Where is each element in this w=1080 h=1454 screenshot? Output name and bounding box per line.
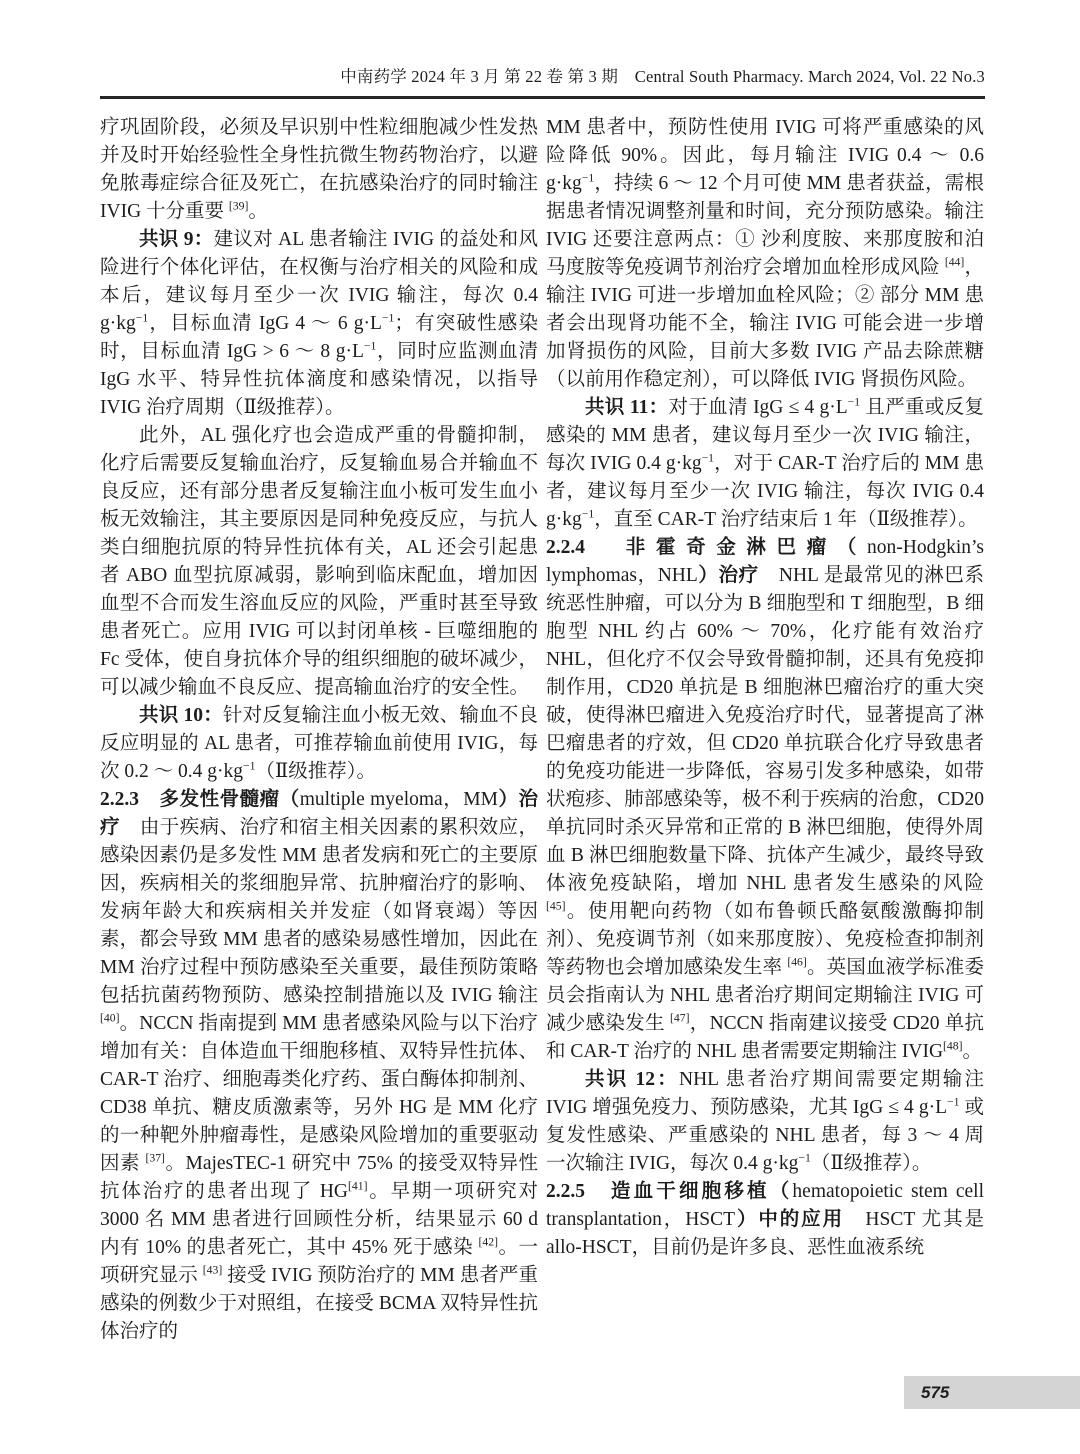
citation-superscript: −1 [798,1151,811,1165]
text-run: multiple myeloma，MM [299,789,498,810]
citation-superscript: −1 [947,1095,960,1109]
text-run: 。MajesTEC-1 研究中 75% 的接受双特异性抗体治疗的患者出现了 HG [100,1153,538,1202]
para-section-2-2-4-nhl [546,534,984,1066]
citation-superscript: [41] [348,1179,368,1193]
text-run: HSCT 尤其是 allo-HSCT，目前仍是许多良、恶性血液系统 [546,1209,984,1258]
citation-superscript: [43] [202,1263,223,1277]
text-run: 。NCCN 指南提到 MM 患者感染风险与以下治疗增加有关：自体造血干细胞移植、双特异性抗体、CAR-T 治疗、细胞毒类化疗药、蛋白酶体抑制剂、CD38 单抗、糖皮质激素等，另外 HG 是 MM 化疗的一种靶外肿瘤毒性，是感染风险增加的重要驱动因素 [100,1013,538,1174]
text-run: ；有突破性感染时，目标血清 IgG > 6 ～ 8 g·L [100,313,538,362]
text-run: NHL 患者治疗期间需要定期输注 IVIG 增强免疫力、预防感染，尤其 IgG ≤ 4 g·L [546,1069,984,1118]
emphasis-run: 共识 10： [139,705,223,726]
journal-header-line: 中南药学 2024 年 3 月 第 22 卷 第 3 期 Central South Pharmacy. March 2024, Vol. 22 No.3 [340,67,985,86]
para-al-intensive-chemo [100,422,538,702]
para-continued-al-treatment [100,114,538,226]
left-column [100,114,538,1346]
citation-superscript: [47] [669,1011,690,1025]
text-run: 。英国血液学标准委员会指南认为 NHL 患者治疗期间定期输注 IVIG 可减少感染发生 [546,957,984,1034]
emphasis-run: 2.2.5 造血干细胞移植（ [546,1181,793,1202]
text-run: 。 [962,1041,983,1062]
emphasis-run: ）中的应用 [735,1209,844,1230]
text-run: MM 患者中，预防性使用 IVIG 可将严重感染的风险降低 90%。因此，每月输注 IVIG 0.4 ～ 0.6 g·kg [546,117,984,194]
text-run: 。一项研究显示 [100,1237,538,1286]
text-run: non-Hodgkin’s lymphomas，NHL [546,537,984,586]
text-run: ，输注 IVIG 可进一步增加血栓风险；② 部分 MM 患者会出现肾功能不全，输注 IVIG 可能会进一步增加肾损伤的风险，目前大多数 IVIG 产品去除蔗糖（以前用作稳定剂），可以降低 IVIG 肾损伤风险。 [546,257,984,390]
text-run: ，同时应监测血清 IgG 水平、特异性抗体滴度和感染情况，以指导 IVIG 治疗周期（Ⅱ级推荐）。 [100,341,538,418]
citation-superscript: −1 [581,171,595,185]
emphasis-run: 共识 9： [139,229,214,250]
text-run: ，NCCN 指南建议接受 CD20 单抗和 CAR-T 治疗的 NHL 患者需要定期输注 IVIG [546,1013,984,1062]
emphasis-run: 共识 11： [585,397,669,418]
text-run: NHL 是最常见的淋巴系统恶性肿瘤，可以分为 B 细胞型和 T 细胞型，B 细胞型 NHL 约占 60% ～ 70%，化疗能有效治疗 NHL，但化疗不仅会导致骨髓抑制，还具有免疫抑制作用，CD20 单抗是 B 细胞淋巴瘤治疗的重大突破，使得淋巴瘤进入免疫治疗时代，显著提高了淋巴瘤患者的疗效，但 CD20 单抗联合化疗导致患者的免疫功能进一步降低，容易引发多种感染，如带状疱疹、肺部感染等，极不利于疾病的治愈，CD20 单抗同时杀灭异常和正常的 B 淋巴细胞，使得外周血 B 淋巴细胞数量下降、抗体产生减少，最终导致体液免疫缺陷，增加 NHL 患者发生感染的风险 [546,565,984,894]
citation-superscript: [46] [787,955,807,969]
citation-superscript: [48] [943,1039,963,1053]
text-run: hematopoietic stem cell transplantation，HSCT [546,1181,984,1230]
text-run: 接受 IVIG 预防治疗的 MM 患者严重感染的例数少于对照组，在接受 BCMA 双特异性抗体治疗的 [100,1265,538,1342]
para-section-2-2-3-mm [100,786,538,1346]
page-number: 575 [921,1383,950,1402]
header-rule [100,96,985,99]
citation-superscript: [45] [546,899,566,913]
emphasis-run: ）治疗 [697,565,759,586]
text-run: （Ⅱ级推荐）。 [255,761,376,782]
citation-superscript: [39] [228,199,249,213]
text-run: ，对于 CAR-T 治疗后的 MM 患者，建议每月至少一次 IVIG 输注，每次 IVIG 0.4 g·kg [546,453,984,530]
text-run: 建议对 AL 患者输注 IVIG 的益处和风险进行个体化评估，在权衡与治疗相关的风险和成本后，建议每月至少一次 IVIG 输注，每次 0.4 g·kg [100,229,538,334]
para-continued-mm [546,114,984,394]
citation-superscript: −1 [243,759,256,773]
text-run: 此外，AL 强化疗也会造成严重的骨髓抑制，化疗后需要反复输血治疗，反复输血易合并输血不良反应，还有部分患者反复输注血小板可发生血小板无效输注，其主要原因是同种免疫反应，与抗人类白细胞抗原的特异性抗体有关，AL 还会引起患者 ABO 血型抗原减弱，影响到临床配血，增加因血型不合而发生溶血反应的风险，严重时甚至导致患者死亡。应用 IVIG 可以封闭单核 - 巨噬细胞的 Fc 受体，使自身抗体介导的组织细胞的破坏减少，可以减少输血不良反应、提高输血治疗的安全性。 [100,425,538,698]
text-run: 。 [248,201,268,222]
citation-superscript: [37] [145,1151,165,1165]
citation-superscript: −1 [135,311,149,325]
text-run: 或复发性感染、严重感染的 NHL 患者，每 3 ～ 4 周一次输注 IVIG，每次 0.4 g·kg [546,1097,984,1174]
text-run: 疗巩固阶段，必须及早识别中性粒细胞减少性发热并及时开始经验性全身性抗微生物药物治疗，以避免脓毒症综合征及死亡，在抗感染治疗的同时输注 IVIG 十分重要 [100,117,538,222]
citation-superscript: −1 [381,311,395,325]
citation-superscript: −1 [701,451,715,465]
para-consensus-12 [546,1066,984,1178]
text-run: 。早期一项研究对 3000 名 MM 患者进行回顾性分析，结果显示 60 d 内有 10% 的患者死亡，其中 45% 死于感染 [100,1181,538,1258]
emphasis-run: 共识 12： [585,1069,680,1090]
text-run: ，直至 CAR-T 治疗结束后 1 年（Ⅱ级推荐）。 [594,509,978,530]
emphasis-run: ）治疗 [100,789,538,838]
citation-superscript: [40] [100,1011,120,1025]
text-run: ，持续 6 ～ 12 个月可使 MM 患者获益，需根据患者情况调整剂量和时间，充分预防感染。输注 IVIG 还要注意两点：① 沙利度胺、来那度胺和泊马度胺等免疫调节剂治疗会增加血栓形成风险 [546,173,984,278]
emphasis-run: 2.2.4 非霍奇金淋巴瘤（ [546,537,867,558]
citation-superscript: −1 [847,395,861,409]
text-run: 针对反复输注血小板无效、输血不良反应明显的 AL 患者，可推荐输血前使用 IVIG，每次 0.2 ～ 0.4 g·kg [100,705,538,782]
text-run: （Ⅱ级推荐）。 [810,1153,932,1174]
text-run: ，目标血清 IgG 4 ～ 6 g·L [148,313,382,334]
para-consensus-11 [546,394,984,534]
page-number-badge [904,1376,1080,1409]
text-run: 且严重或反复感染的 MM 患者，建议每月至少一次 IVIG 输注，每次 IVIG 0.4 g·kg [546,397,984,474]
emphasis-run: 2.2.3 多发性骨髓瘤（ [100,789,300,810]
para-consensus-9 [100,226,538,422]
text-run: 。使用靶向药物（如布鲁顿氏酪氨酸激酶抑制剂）、免疫调节剂（如来那度胺）、免疫检查抑制剂等药物也会增加感染发生率 [546,901,984,978]
right-column [546,114,984,1262]
citation-superscript: [42] [478,1235,498,1249]
text-run: 对于血清 IgG ≤ 4 g·L [668,397,848,418]
citation-superscript: −1 [581,507,595,521]
citation-superscript: −1 [363,339,377,353]
para-section-2-2-5-hsct [546,1178,984,1262]
para-consensus-10 [100,702,538,786]
citation-superscript: [44] [944,255,965,269]
text-run: 由于疾病、治疗和宿主相关因素的累积效应，感染因素仍是多发性 MM 患者发病和死亡的主要原因，疾病相关的浆细胞异常、抗肿瘤治疗的影响、发病年龄大和疾病相关并发症（如肾衰竭）等因素，都会导致 MM 患者的感染易感性增加，因此在 MM 治疗过程中预防感染至关重要，最佳预防策略包括抗菌药物预防、感染控制措施以及 IVIG 输注 [100,817,538,1006]
